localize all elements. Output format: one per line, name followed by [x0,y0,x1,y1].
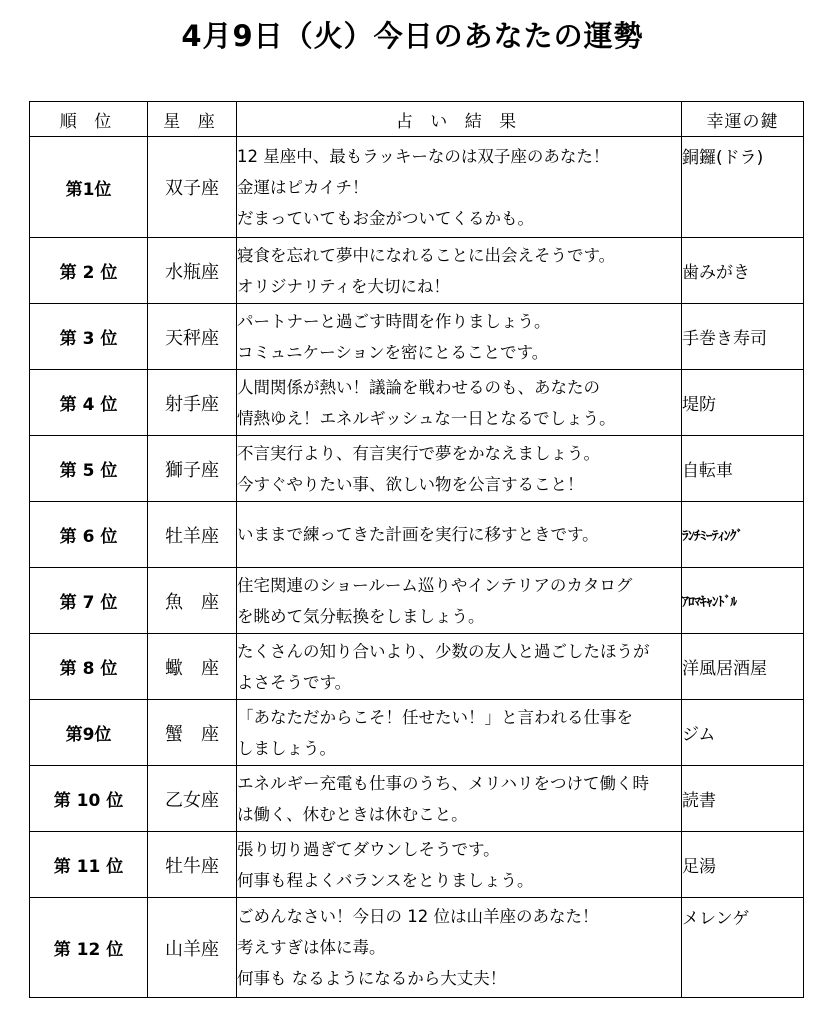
result-cell [237,370,682,436]
result-cell [237,766,682,832]
result-line: 今すぐやりたい事、欲しい物を公言すること！ [237,474,584,494]
result-line: 「あなただからこそ！任せたい！」と言われる仕事を [237,707,633,727]
lucky-key-cell: ﾗﾝﾁﾐｰﾃｨﾝｸﾞ [682,502,804,568]
rank-cell: 第 11 位 [30,832,148,898]
lucky-key-cell: 歯みがき [682,238,804,304]
rank-cell: 第 4 位 [30,370,148,436]
sign-cell: 獅子座 [148,436,237,502]
lucky-key-cell: 洋風居酒屋 [682,634,804,700]
rank-cell: 第1位 [30,137,148,238]
result-line: を眺めて気分転換をしましょう。 [237,606,485,626]
rank-cell: 第 6 位 [30,502,148,568]
header-rank: 順 位 [30,102,148,137]
sign-cell: 射手座 [148,370,237,436]
result-line: 寝食を忘れて夢中になれることに出会えそうです。 [237,245,616,265]
page-title: 4月9日（火）今日のあなたの運勢 [181,19,644,53]
result-cell [237,304,682,370]
header-result: 占 い 結 果 [237,102,682,137]
result-line: 住宅関連のショールーム巡りやインテリアのカタログ [237,575,633,595]
sign-cell: 水瓶座 [148,238,237,304]
lucky-key-cell: 銅鑼(ドラ) [682,137,804,238]
table-row [30,898,804,998]
table-row [30,137,804,238]
lucky-key-cell: 堤防 [682,370,804,436]
table-row [30,436,804,502]
result-cell [237,568,682,634]
sign-cell: 天秤座 [148,304,237,370]
result-line: 12 星座中、最もラッキーなのは双子座のあなた！ [237,146,610,166]
result-line: だまっていてもお金がついてくるかも。 [237,208,534,228]
lucky-key-cell: 手巻き寿司 [682,304,804,370]
lucky-key-cell: ｱﾛﾏｷｬﾝﾄﾞﾙ [682,568,804,634]
result-cell [237,700,682,766]
result-line: オリジナリティを大切にね！ [237,276,450,296]
sign-cell: 牡羊座 [148,502,237,568]
result-line: 人間関係が熱い！議論を戦わせるのも、あなたの [237,377,600,397]
rank-cell: 第 2 位 [30,238,148,304]
sign-cell: 魚 座 [148,568,237,634]
rank-cell: 第 12 位 [30,898,148,998]
result-line: 何事も なるようになるから大丈夫！ [237,969,507,988]
result-cell [237,502,682,568]
result-cell [237,634,682,700]
result-line: 金運はピカイチ！ [237,177,369,197]
result-line: しましょう。 [237,738,336,758]
table-row [30,238,804,304]
lucky-key-cell: メレンゲ [682,898,804,998]
result-line: よさそうです。 [237,672,352,692]
result-line: コミュニケーションを密にとることです。 [237,342,549,362]
result-cell [237,238,682,304]
result-cell [237,137,682,238]
result-cell [237,832,682,898]
rank-cell: 第 10 位 [30,766,148,832]
result-cell [237,436,682,502]
table-row [30,700,804,766]
lucky-key-cell: 読書 [682,766,804,832]
sign-cell: 蠍 座 [148,634,237,700]
table-row [30,634,804,700]
sign-cell: 乙女座 [148,766,237,832]
sign-cell: 山羊座 [148,898,237,998]
table-row [30,304,804,370]
sign-cell: 双子座 [148,137,237,238]
table-row [30,502,804,568]
result-cell [237,898,682,998]
fortune-table [29,101,804,998]
header-sign: 星 座 [148,102,237,137]
result-line: いままで練ってきた計画を実行に移すときです。 [237,525,599,544]
rank-cell: 第 8 位 [30,634,148,700]
table-row [30,370,804,436]
result-line: 考えすぎは体に毒。 [237,938,386,957]
rank-cell: 第 7 位 [30,568,148,634]
result-line: たくさんの知り合いより、少数の友人と過ごしたほうが [237,641,650,661]
result-line: は働く、休むときは休むこと。 [237,804,468,824]
result-line: 不言実行より、有言実行で夢をかなえましょう。 [237,443,600,463]
sign-cell: 牡牛座 [148,832,237,898]
table-row [30,766,804,832]
result-line: エネルギー充電も仕事のうち、メリハリをつけて働く時 [237,773,650,793]
lucky-key-cell: 自転車 [682,436,804,502]
result-line: 情熱ゆえ！エネルギッシュな一日となるでしょう。 [237,408,616,428]
rank-cell: 第9位 [30,700,148,766]
rank-cell: 第 3 位 [30,304,148,370]
sign-cell: 蟹 座 [148,700,237,766]
rank-cell: 第 5 位 [30,436,148,502]
result-line: パートナーと過ごす時間を作りましょう。 [237,311,551,331]
header-lucky-key: 幸運の鍵 [682,102,804,137]
result-line: ごめんなさい！今日の 12 位は山羊座のあなた！ [237,907,599,926]
result-line: 何事も程よくバランスをとりましょう。 [237,870,534,890]
lucky-key-cell: ジム [682,700,804,766]
table-row [30,832,804,898]
table-row [30,568,804,634]
result-line: 張り切り過ぎてダウンしそうです。 [237,839,500,859]
lucky-key-cell: 足湯 [682,832,804,898]
table-header-row [30,102,804,137]
